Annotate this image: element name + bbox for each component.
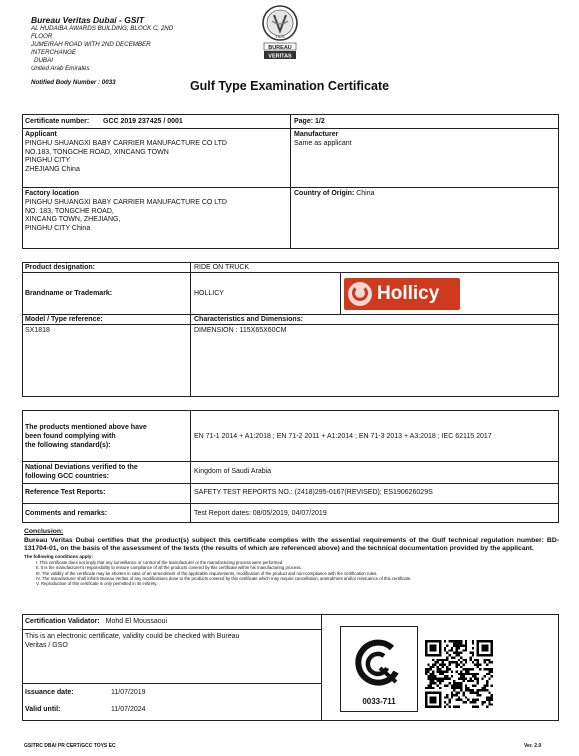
deviations-value: Kingdom of Saudi Arabia <box>194 468 272 475</box>
origin-label: Country of Origin: <box>294 190 355 197</box>
validator-label: Certification Validator: <box>25 618 100 625</box>
country-of-origin <box>292 189 557 200</box>
product-designation-label: Product designation: <box>25 264 95 271</box>
product-designation-value: RIDE ON TRUCK <box>194 264 250 271</box>
g-mark-number: 0033-711 <box>362 697 396 706</box>
model-label: Model / Type reference: <box>25 316 103 323</box>
divider <box>22 461 559 462</box>
validator-row <box>23 617 318 628</box>
issuer-address-line: AL HUDAIBA AWARDS BUILDING, BLOCK C, 2ND <box>31 25 174 32</box>
electronic-note <box>23 632 318 652</box>
gulf-conformity-mark <box>340 626 418 712</box>
logo-name-line1: BUREAU <box>268 44 292 51</box>
valid-until-value: 11/07/2024 <box>111 706 146 713</box>
deviations-label <box>23 463 188 483</box>
compliance-label <box>23 423 188 451</box>
applicant-cell <box>23 130 288 176</box>
divider <box>321 614 322 721</box>
conclusion-label: Conclusion: <box>24 528 64 535</box>
compliance-label-line: the following standard(s): <box>25 441 111 449</box>
model-value: SX1818 <box>25 327 50 334</box>
reports-value: SAFETY TEST REPORTS NO.: (2418)295-0167(REVISED); ES190626029S <box>194 489 433 496</box>
comments-value: Test Report dates: 08/05/2019, 04/07/2019 <box>194 510 327 517</box>
condition-item: III. The validity of the certificate may be shorten in case of an amendment of the applicable requirements, modification of the product and non-compliance with the certification rules. <box>36 570 378 576</box>
condition-item: I. This certificate does not imply that any surveillance or control of the manufacturer or the manufacturing process were performed. <box>36 559 284 565</box>
compliance-label-line: The products mentioned above have <box>25 424 147 431</box>
factory-line: XINCANG TOWN, ZHEJIANG, <box>25 216 121 224</box>
divider <box>22 187 559 188</box>
certificate-number-value: GCC 2019 237425 / 0001 <box>103 118 183 125</box>
factory-line: NO. 183, TONGCHE ROAD, <box>25 207 114 215</box>
deviations-label-line: National Deviations verified to the <box>25 464 138 471</box>
applicant-line: ZHEJIANG China <box>25 166 80 174</box>
issuer-address-line: DUBAI <box>34 57 53 64</box>
divider <box>22 483 559 484</box>
manufacturer-cell <box>292 130 557 150</box>
brand-label: Brandname or Trademark: <box>25 290 113 297</box>
divider <box>190 262 191 397</box>
page-title: Gulf Type Examination Certificate <box>189 79 390 93</box>
deviations-label-line: following GCC countries: <box>25 472 109 480</box>
factory-line: PINGHU CITY China <box>25 225 91 233</box>
condition-item: IV. The manufacturer shall inform Bureau Veritas of any modifications done to the products covered by this certificate which may require cancellation, amendment and/or reissuance of this certificate. <box>36 576 412 581</box>
issuance-label: Issuance date: <box>25 689 74 696</box>
validator-name: Mohd El Moussaoui <box>105 618 168 625</box>
page-number: Page: 1/2 <box>294 118 325 125</box>
divider <box>22 629 322 630</box>
compliance-standards-value: EN 71-1 2014 + A1:2018 ; EN 71-2 2011 + A1:2014 ; EN 71-3 2013 + A3:2018 ; IEC 62115 2017 <box>194 433 492 440</box>
issuer-name: Bureau Veritas Dubai - GSIT <box>31 15 145 25</box>
applicant-line: PINGHU CITY <box>25 157 71 165</box>
characteristics-label: Characteristics and Dimensions: <box>194 316 303 323</box>
qr-code[interactable] <box>425 640 493 708</box>
footer-form-code: GSITRC DBAI PR CERT/GCC TOYS EC <box>24 743 116 749</box>
characteristics-value: DIMENSION : 115X65X60CM <box>194 327 287 334</box>
issuer-address-line: INTERCHANGE <box>31 49 77 56</box>
issuance-value: 11/07/2019 <box>111 689 146 696</box>
divider <box>22 503 559 504</box>
reports-label: Reference Test Reports: <box>25 489 106 496</box>
conclusion-section <box>24 528 559 587</box>
factory-line: PINGHU SHUANGXI BABY CARRIER MANUFACTURE CO LTD <box>25 198 227 206</box>
applicant-label: Applicant <box>25 131 57 138</box>
hollicy-brand-logo <box>344 278 460 310</box>
hollicy-logo-text: Hollicy <box>377 283 440 304</box>
origin-value: China <box>356 190 375 197</box>
brand-value: HOLLICY <box>194 290 224 297</box>
issuer-block <box>31 15 251 87</box>
condition-item: II. It is the manufacturer's responsibility to ensure compliance of all the products covered by this certificate within his manufacturing process. <box>36 565 302 571</box>
applicant-line: NO.183, TONGCHE ROAD, XINCANG TOWN <box>25 148 169 156</box>
logo-name-line2: VERITAS <box>268 53 292 60</box>
certificate-number-label: Certificate number: <box>25 118 90 125</box>
electronic-note-line: Veritas / GSO <box>25 641 68 649</box>
valid-until-label: Valid until: <box>25 706 61 713</box>
hollicy-mark-icon <box>348 282 372 306</box>
divider <box>190 410 191 523</box>
manufacturer-label: Manufacturer <box>294 131 339 138</box>
footer-version: Ver. 2.0 <box>524 743 542 749</box>
conditions-title: The following conditions apply: <box>24 553 93 559</box>
factory-label: Factory location <box>25 190 80 197</box>
issuer-address-line: JUMEIRAH ROAD WITH 2ND DECEMBER <box>31 41 151 48</box>
comments-label: Comments and remarks: <box>25 510 108 517</box>
compliance-label-line: been found complying with <box>25 432 116 440</box>
factory-cell <box>23 189 288 235</box>
conclusion-text: Bureau Veritas Dubai certifies that the product(s) subject this certificate complies with the essential requirements of the Gulf technical regulation number: BD-131704-01, on the basis of the assessment of the tests (the results of which are referenced above) and the technical documentation provided by the applicant. <box>24 536 559 553</box>
divider <box>340 272 341 314</box>
condition-item: V. Reproduction of this certificate is only permitted in its entirety. <box>36 581 158 587</box>
logo-year: 1828 <box>275 34 285 39</box>
divider <box>22 128 559 129</box>
divider <box>290 114 291 249</box>
manufacturer-value: Same as applicant <box>294 139 352 147</box>
applicant-line: PINGHU SHUANGXI BABY CARRIER MANUFACTURE CO LTD <box>25 139 227 147</box>
issuer-address-line: United Arab Emirates <box>31 65 90 72</box>
divider <box>22 683 322 684</box>
notified-body-number: Notified Body Number : 0033 <box>31 79 116 86</box>
bureau-veritas-logo <box>259 3 301 63</box>
electronic-note-line: This is an electronic certificate, validity could be checked with Bureau <box>25 633 240 640</box>
issuer-address-line: FLOOR <box>31 33 53 40</box>
